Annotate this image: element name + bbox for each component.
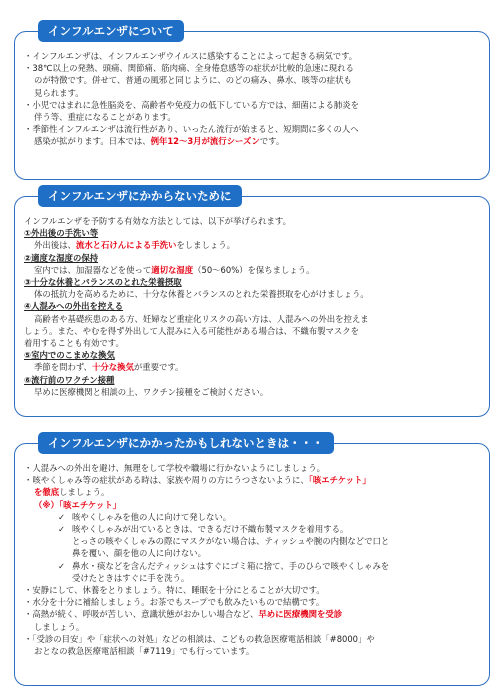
section-about-influenza (14, 20, 490, 180)
section-content (24, 215, 480, 398)
section-content (24, 50, 480, 148)
section-title: インフルエンザにかからないために (38, 185, 242, 207)
item-text: 体の抵抗力を高めるために、十分な休養とバランスのとれた栄養摂取を心がけましょう。 (34, 289, 369, 300)
bullet: ・安静にして、休養をとりましょう。特に、睡眠を十分にとることが大切です。 (24, 585, 325, 596)
highlight-text: 早めに医療機関を受診 (258, 609, 343, 620)
section-title: インフルエンザにかかったかもしれないときは・・・ (38, 432, 334, 454)
check-item-continued: とっさの咳やくしゃみの際にマスクがない場合は、ティッシュや腕の内側などで口と 鼻を覆い、顔を他の人に向けない。 (72, 536, 390, 559)
check-icon: ✓ (58, 524, 66, 535)
section-title: インフルエンザについて (38, 20, 184, 42)
bullet: ・水分を十分に補給しましょう。お茶でもスープでも飲みたいもので結構です。 (24, 597, 325, 608)
item-text: 季節を問わず、十分な換気が重要です。 (34, 362, 184, 373)
bullet: ・小児ではまれに急性脳炎を、高齢者や免疫力の低下している方では、細菌による肺炎を 伴う等、重症になることがあります。 (24, 99, 359, 123)
check-icon: ✓ (58, 511, 66, 522)
bullet: ・高熱が続く、呼吸が苦しい、意識状態がおかしい場合など、早めに医療機関を受診 しましょう。 (24, 609, 343, 632)
intro-text: インフルエンザを予防する有効な方法としては、以下が挙げられます。 (24, 216, 291, 226)
check-item-continued: 受けたときはすぐに手を洗う。 (72, 572, 190, 583)
highlight-text: 適切な湿度 (151, 264, 194, 275)
item-text: 室内では、加湿器などを使って適切な湿度（50～60%）を保ちましょう。 (34, 264, 315, 275)
check-item: ✓ 鼻水・痰などを含んだティッシュはすぐにゴミ箱に捨て、手のひらで咳やくしゃみを (58, 560, 390, 571)
highlight-text: 流水と石けんによる手洗い (75, 240, 177, 251)
highlight-text: を徹底 (34, 487, 60, 498)
check-item: ✓ 咳やくしゃみが出ているときは、できるだけ不織布製マスクを着用する。 (58, 524, 349, 535)
bullet: ・38℃以上の発熱、頭痛、関節痛、筋肉痛、全身倦怠感等の症状が比較的急速に現れる のが特徴です。併せて、普通の風邪と同じように、のどの痛み、鼻水、咳等の症状も 見られます。 (24, 63, 354, 98)
etiquette-heading: （※）「咳エチケット」 (34, 499, 121, 510)
section-content (24, 462, 480, 657)
highlight-text: 十分な換気 (91, 362, 134, 373)
item-heading: ②適度な湿度の保持 (24, 252, 99, 263)
bullet: ・季節性インフルエンザは流行性があり、いったん流行が始まると、短期間に多くの人へ 感染が拡がります。日本では、例年12～3月が流行シーズンです。 (24, 124, 359, 147)
bullet: ・咳やくしゃみ等の症状がある時は、家族や周りの方にうつさないように、「咳エチケット」 を徹底しましょう。 (24, 475, 371, 498)
item-text: 高齢者や基礎疾患のある方、妊婦など重症化リスクの高い方は、人混みへの外出を控えま しょう。また、やむを得ず外出して人混みに入る可能性がある場合は、不織布製マスクを 着用することも有効です。 (24, 313, 369, 349)
item-heading: ⑤室内でのこまめな換気 (24, 350, 115, 361)
item-heading: ①外出後の手洗い等 (24, 228, 99, 239)
item-heading: ④人混みへの外出を控える (24, 301, 124, 312)
bullet: ・「受診の目安」や「症状への対処」などの相談は、こどもの救急医療電話相談「#8000」や おとなの救急医療電話相談「#7119」でも行っています。 (24, 633, 375, 657)
section-if-infected (14, 432, 490, 686)
check-icon: ✓ (58, 560, 66, 571)
bullet: ・インフルエンザは、インフルエンザウイルスに感染することによって起きる病気です。 (24, 51, 358, 61)
bullet: ・人混みへの外出を避け、無理をして学校や職場に行かないようにしましょう。 (24, 463, 325, 473)
item-heading: ③十分な休養とバランスのとれた栄養摂取 (24, 277, 182, 288)
item-text: 早めに医療機関と相談の上、ワクチン接種をご検討ください。 (34, 386, 269, 397)
section-prevention (14, 185, 490, 417)
highlight-text: 例年12～3月が流行シーズン (150, 136, 260, 147)
item-text: 外出後は、流水と石けんによる手洗いをしましょう。 (34, 240, 235, 251)
check-item: ✓ 咳やくしゃみを他の人に向けて発しない。 (58, 511, 232, 522)
highlight-text: 「咳エチケット」 (308, 475, 371, 486)
item-heading: ⑥流行前のワクチン接種 (24, 374, 115, 385)
